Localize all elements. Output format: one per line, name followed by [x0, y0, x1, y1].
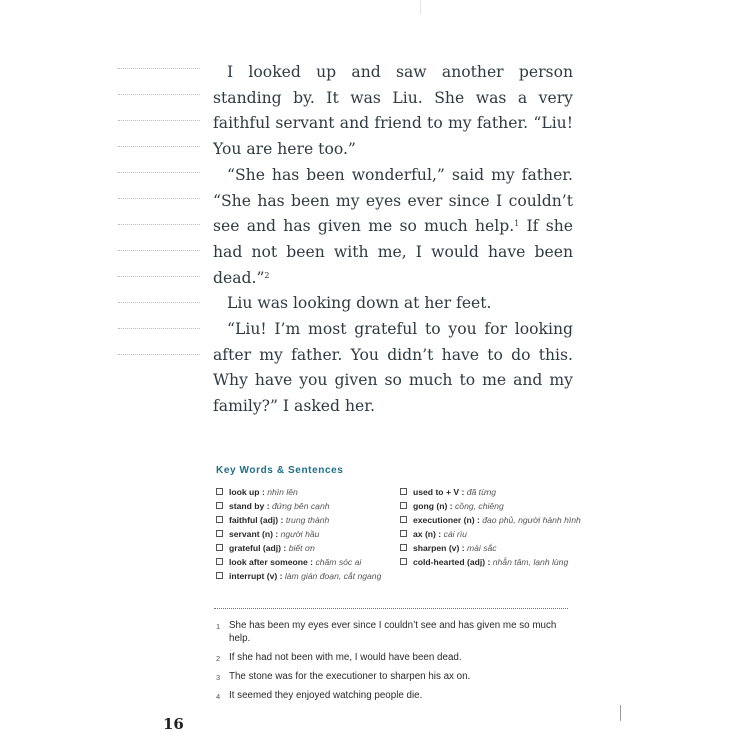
footnote-number: 3 [216, 673, 221, 682]
note-line [118, 68, 200, 69]
story-paragraph [213, 291, 573, 317]
key-word-term: used to + V : [413, 487, 465, 497]
key-word-term: interrupt (v) : [229, 571, 283, 581]
footnote-mark: 1 [514, 219, 520, 229]
story-paragraph [213, 317, 573, 420]
note-line [118, 120, 200, 121]
checkbox[interactable] [216, 488, 223, 495]
footnotes [216, 619, 576, 708]
crop-mark [620, 705, 621, 721]
key-word-meaning: người hầu [280, 529, 320, 539]
checkbox[interactable] [216, 516, 223, 523]
key-words-title: Key Words & Sentences [216, 465, 344, 476]
story-text-span: Liu was looking down at her feet. [227, 294, 492, 313]
story-text [213, 60, 573, 420]
key-word-meaning: chăm sóc ai [315, 557, 362, 567]
key-word-item [400, 527, 590, 541]
key-word-item [216, 541, 406, 555]
footnote-number: 4 [216, 692, 221, 701]
key-word-item [400, 541, 590, 555]
key-word-item [216, 555, 406, 569]
key-word-term: gong (n) : [413, 501, 453, 511]
checkbox[interactable] [400, 502, 407, 509]
checkbox[interactable] [400, 516, 407, 523]
key-word-item [216, 513, 406, 527]
footnote-number: 1 [216, 622, 221, 631]
footnote-text: The stone was for the executioner to sharpen his ax on. [229, 671, 471, 682]
footnote [216, 670, 576, 683]
key-word-meaning: đao phủ, người hành hình [482, 515, 581, 525]
footnote-number: 2 [216, 654, 221, 663]
key-word-item [216, 485, 406, 499]
footnote [216, 689, 576, 702]
key-word-item [400, 555, 590, 569]
key-word-term: stand by : [229, 501, 270, 511]
note-line [118, 94, 200, 95]
footnote-mark: 2 [264, 270, 270, 280]
note-line [118, 172, 200, 173]
story-text-span: If she had not been with me, I would have been dead.” [213, 217, 573, 287]
page-number: 16 [163, 715, 184, 733]
note-line [118, 328, 200, 329]
story-paragraph [213, 163, 573, 292]
key-word-meaning: mài sắc [466, 543, 497, 553]
key-word-term: faithful (adj) : [229, 515, 284, 525]
key-word-item [216, 499, 406, 513]
key-words-left-column [216, 485, 406, 583]
checkbox[interactable] [216, 558, 223, 565]
footnote-text: If she had not been with me, I would have been dead. [229, 652, 462, 663]
footnote [216, 619, 576, 645]
key-words-right-column [400, 485, 590, 569]
checkbox[interactable] [216, 572, 223, 579]
note-line [118, 146, 200, 147]
story-paragraph [213, 60, 573, 163]
key-word-meaning: nhìn lên [267, 487, 298, 497]
key-word-meaning: làm gián đoạn, cắt ngang [284, 571, 382, 581]
note-lines [118, 68, 200, 380]
dotted-divider [214, 608, 568, 609]
key-word-term: cold-hearted (adj) : [413, 557, 491, 567]
key-word-term: look up : [229, 487, 265, 497]
key-word-term: look after someone : [229, 557, 314, 567]
key-word-term: servant (n) : [229, 529, 279, 539]
footnote [216, 651, 576, 664]
key-word-term: executioner (n) : [413, 515, 480, 525]
key-word-item [216, 527, 406, 541]
key-word-term: grateful (adj) : [229, 543, 287, 553]
footnote-text: It seemed they enjoyed watching people die. [229, 690, 423, 701]
story-text-span: I looked up and saw another person standing by. It was Liu. She was a very faithful servant and friend to my father. “Liu! You are here too.” [213, 63, 573, 159]
key-word-item [400, 499, 590, 513]
story-text-span: “Liu! I’m most grateful to you for looking after my father. You didn’t have to do this. Why have you given so much to me and my family?” I asked her. [213, 320, 573, 416]
note-line [118, 302, 200, 303]
key-word-meaning: cồng, chiêng [455, 501, 504, 511]
checkbox[interactable] [400, 544, 407, 551]
key-word-meaning: đã từng [466, 487, 497, 497]
checkbox[interactable] [216, 544, 223, 551]
key-word-term: ax (n) : [413, 529, 442, 539]
key-word-meaning: nhẫn tâm, lạnh lùng [492, 557, 569, 567]
footnote-text: She has been my eyes ever since I couldn’t see and has given me so much help. [229, 620, 557, 644]
checkbox[interactable] [216, 530, 223, 537]
note-line [118, 224, 200, 225]
key-word-item [400, 485, 590, 499]
story-text-span: “She has been wonderful,” said my father. “She has been my eyes ever since I couldn’t see and has given me so much help. [213, 165, 573, 236]
key-word-meaning: đứng bên cạnh [271, 501, 330, 511]
crop-mark [420, 0, 421, 14]
note-line [118, 276, 200, 277]
note-line [118, 198, 200, 199]
note-line [118, 250, 200, 251]
key-word-item [400, 513, 590, 527]
key-word-meaning: biết ơn [288, 543, 315, 553]
key-word-term: sharpen (v) : [413, 543, 465, 553]
checkbox[interactable] [400, 530, 407, 537]
key-word-meaning: cái rìu [443, 529, 467, 539]
checkbox[interactable] [400, 558, 407, 565]
checkbox[interactable] [216, 502, 223, 509]
key-word-meaning: trung thành [285, 515, 330, 525]
note-line [118, 354, 200, 355]
key-word-item [216, 569, 406, 583]
checkbox[interactable] [400, 488, 407, 495]
